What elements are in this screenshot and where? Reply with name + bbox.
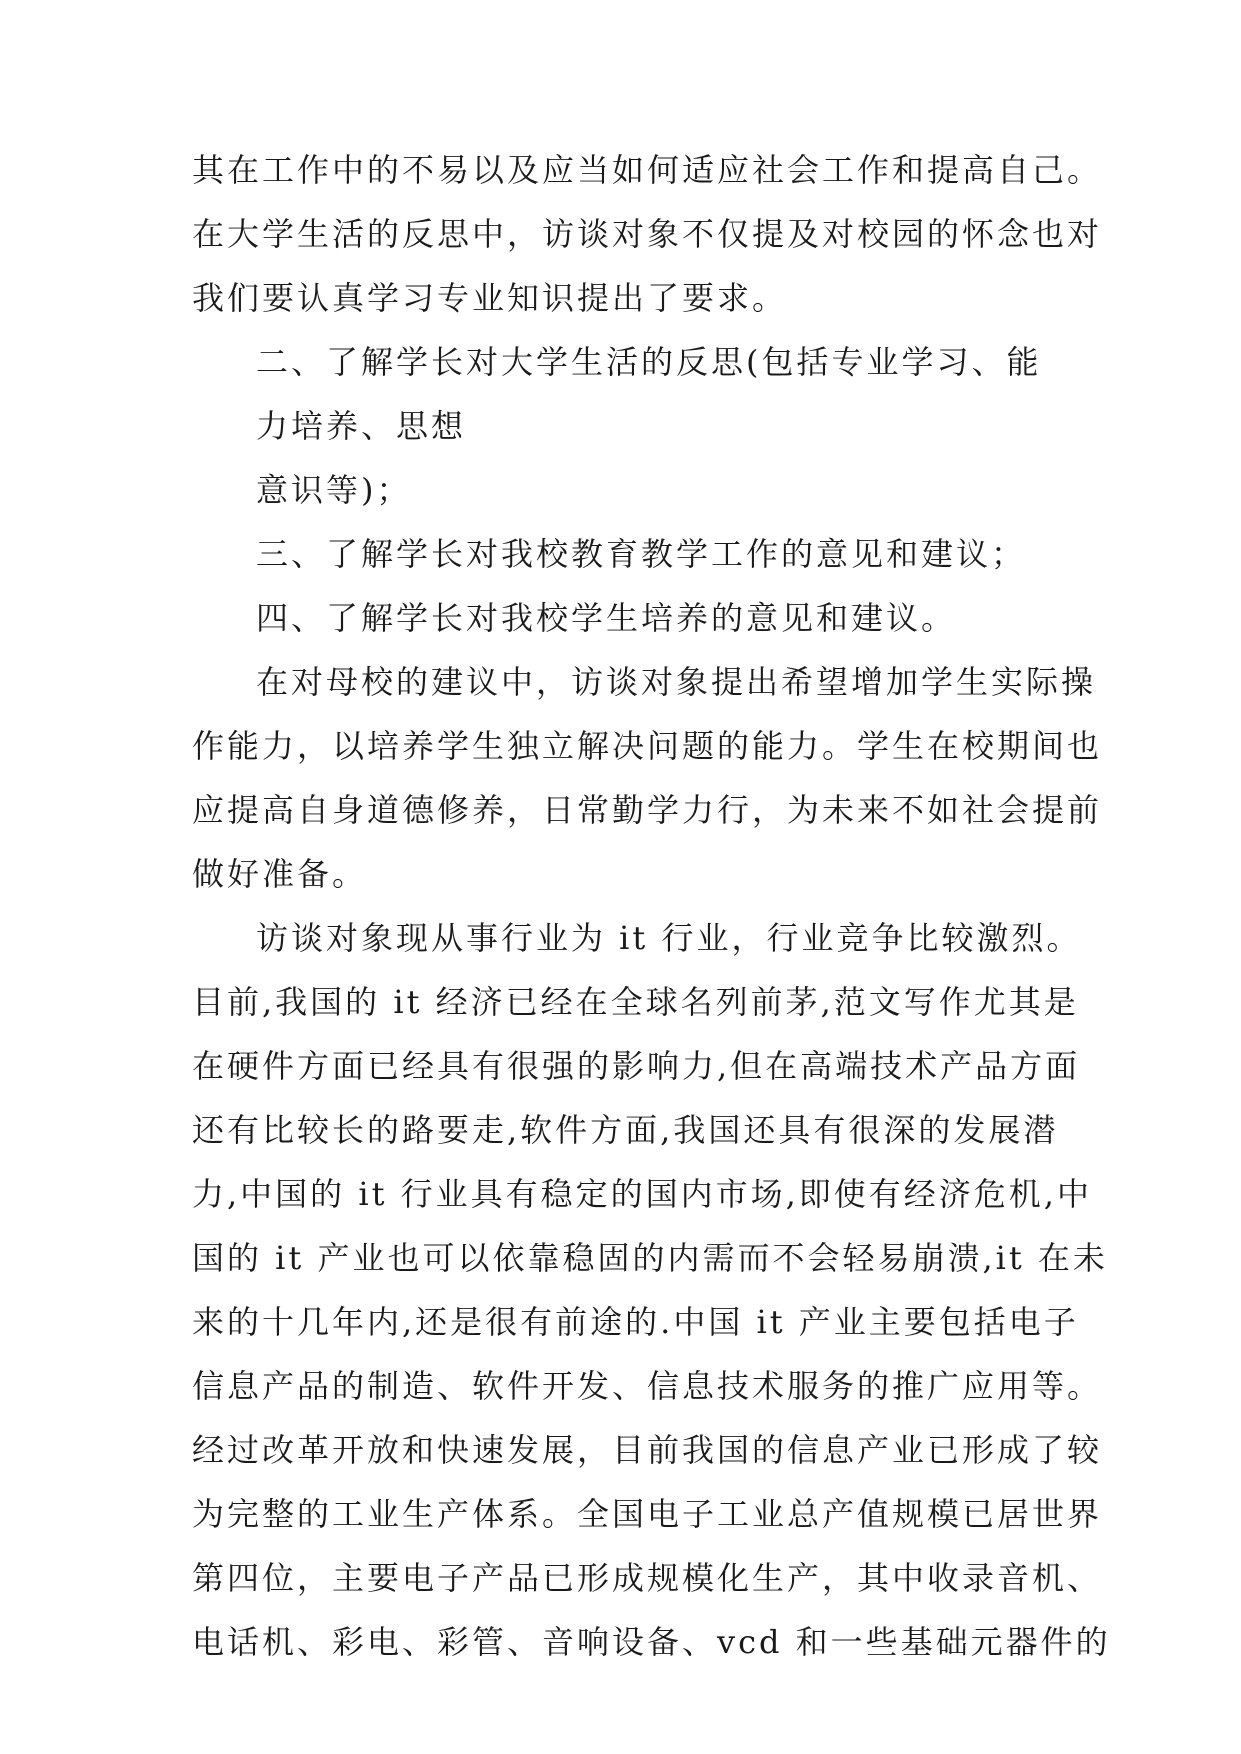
text-line: 意识等)； [256,471,412,509]
text-line: 力培养、思想 [256,407,467,445]
text-line: 三、了解学长对我校教育教学工作的意见和建议； [256,535,1027,573]
text-line: 作能力，以培养学生独立解决问题的能力。学生在校期间也 [192,727,1103,765]
text-line: 二、了解学长对大学生活的反思(包括专业学习、能 [256,343,1042,381]
text-line: 应提高自身道德修养，日常勤学力行，为未来不如社会提前 [192,791,1103,829]
text-line: 我们要认真学习专业知识提出了要求。 [192,279,788,317]
text-line: 在大学生活的反思中，访谈对象不仅提及对校园的怀念也对 [192,215,1103,253]
text-line: 做好准备。 [192,855,368,893]
text-line: 力,中国的 it 行业具有稳定的国内市场,即使有经济危机,中 [192,1175,1092,1213]
text-line: 访谈对象现从事行业为 it 行业，行业竞争比较激烈。 [256,919,1082,957]
text-line: 来的十几年内,还是很有前途的.中国 it 产业主要包括电子 [192,1303,1079,1341]
text-line: 第四位，主要电子产品已形成规模化生产，其中收录音机、 [192,1559,1103,1597]
text-line: 经过改革开放和快速发展，目前我国的信息产业已形成了较 [192,1431,1103,1469]
text-line: 在硬件方面已经具有很强的影响力,但在高端技术产品方面 [192,1047,1081,1085]
text-line: 在对母校的建议中，访谈对象提出希望增加学生实际操 [256,663,1097,701]
text-line: 目前,我国的 it 经济已经在全球名列前茅,范文写作尤其是 [192,983,1079,1021]
text-line: 为完整的工业生产体系。全国电子工业总产值规模已居世界 [192,1495,1103,1533]
text-line: 信息产品的制造、软件开发、信息技术服务的推广应用等。 [192,1367,1103,1405]
text-line: 其在工作中的不易以及应当如何适应社会工作和提高自己。 [192,151,1103,189]
text-line: 电话机、彩电、彩管、音响设备、vcd 和一些基础元器件的 [192,1623,1111,1661]
text-line: 国的 it 产业也可以依靠稳固的内需而不会轻易崩溃,it 在未 [192,1239,1108,1277]
text-line: 还有比较长的路要走,软件方面,我国还具有很深的发展潜 [192,1111,1059,1149]
text-line: 四、了解学长对我校学生培养的意见和建议。 [256,599,957,637]
